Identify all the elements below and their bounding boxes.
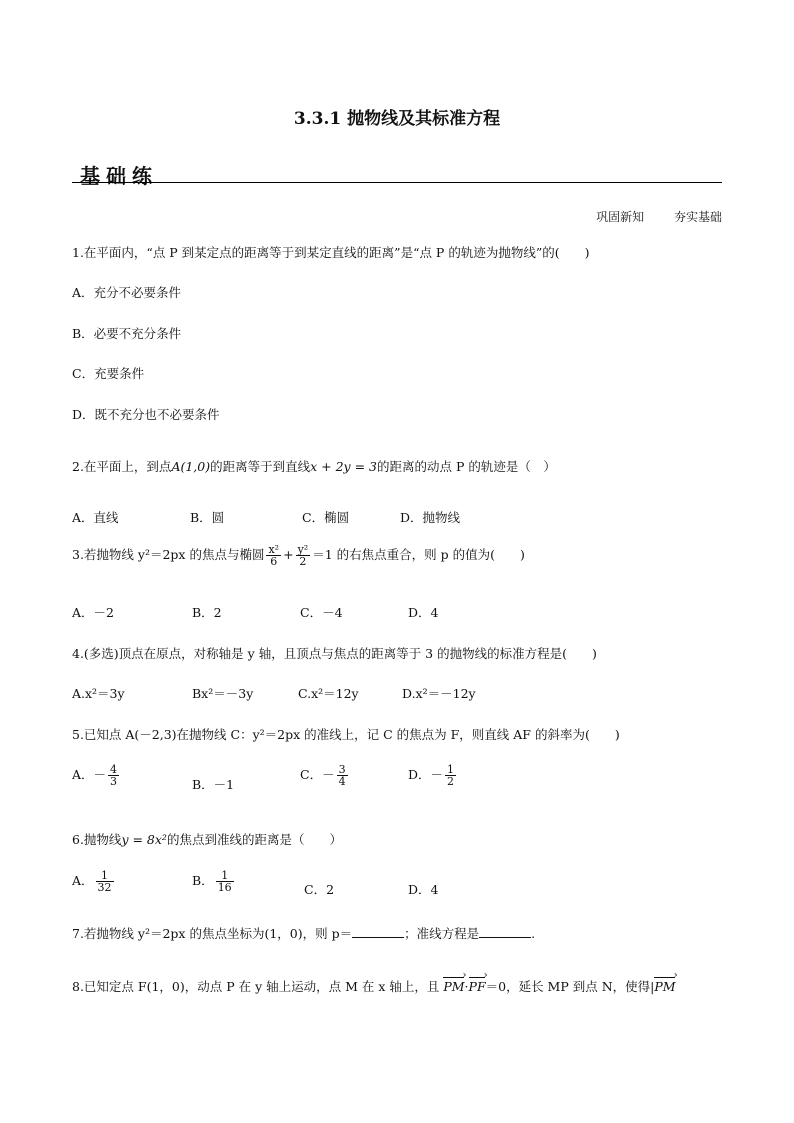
question-3-option-c: C．－4 [300,605,343,620]
vector-pf: PF › [469,979,486,994]
question-7-stem [72,924,535,942]
question-2-text-pre: 2.在平面上，到点 [72,459,172,474]
question-4-option-d: D.x²＝－12y [402,686,476,701]
question-2-line-equation: x + 2y = 3 [310,459,377,474]
question-6-option-c: C．2 [304,882,335,897]
question-7-text-post: . [531,926,536,941]
question-3-text-post: ＝1 的右焦点重合，则 p 的值为( ) [312,547,525,562]
question-5-option-b: B．－1 [192,777,235,792]
question-2-option-c: C．椭圆 [302,510,350,525]
question-1-stem: 1.在平面内，“点 P 到某定点的距离等于到某定直线的距离”是“点 P 的轨迹为抛物线”的( ) [72,245,590,260]
answer-blank-p[interactable] [352,925,404,938]
question-5-option-d: D．－ $\frac{1}{2}$ [408,763,455,788]
question-1-option-b: B．必要不充分条件 [72,326,182,341]
question-6-equation: y = 8x² [121,832,167,847]
question-7-text-pre: 7.若抛物线 y²＝2px 的焦点坐标为(1，0)，则 p＝ [72,926,353,941]
question-6-option-d: D．4 [408,882,439,897]
question-2-text-mid: 的距离等于到直线 [210,459,311,474]
question-4-stem: 4.(多选)顶点在原点，对称轴是 y 轴，且顶点与焦点的距离等于 3 的抛物线的标准方程是( ) [72,646,597,661]
vector-pm: PM › [443,979,464,994]
question-3-fraction-y: $\frac{\text{y²}}{2}$ [297,543,309,568]
question-3-option-a: A．－2 [72,605,114,620]
question-6-option-b: B． $\frac{1}{16}$ [192,869,232,894]
question-3-option-d: D．4 [408,605,439,620]
question-5-stem: 5.已知点 A(－2,3)在抛物线 C：y²＝2px 的准线上，记 C 的焦点为 F，则直线 AF 的斜率为( ) [72,727,620,742]
question-1-option-d: D．既不充分也不必要条件 [72,407,220,422]
question-6-stem [72,830,342,848]
tag-foundation: 夯实基础 [673,210,722,224]
page-title: 3.3.1 抛物线及其标准方程 [293,109,501,129]
question-6-text-post: 的焦点到准线的距离是（ ） [166,832,342,847]
answer-blank-directrix[interactable] [479,925,531,938]
section-tags [570,208,722,225]
question-2-point: A(1,0) [171,459,211,474]
question-3-stem [72,544,525,567]
question-5-option-a: A．－ $\frac{4}{3}$ [72,763,118,788]
question-5-option-c-fraction: $\frac{3}{4}$ [338,763,346,788]
question-8-stem [72,977,676,995]
question-6-option-b-fraction: $\frac{1}{16}$ [217,869,232,894]
question-6-option-a: A． $\frac{1}{32}$ [72,869,112,894]
question-5-option-a-fraction: $\frac{4}{3}$ [110,763,118,788]
question-1-option-a: A．充分不必要条件 [72,285,182,300]
question-1-option-c: C．充要条件 [72,366,145,381]
question-5-option-c: C．－ $\frac{3}{4}$ [300,763,346,788]
question-4-option-b: Bx²＝－3y [192,686,254,701]
question-2-option-a: A．直线 [72,510,119,525]
question-4-option-c: C.x²＝12y [298,686,359,701]
section-heading: 基础练 [80,164,158,188]
question-8-text-mid: ＝0，延长 MP 到点 N，使得| [485,979,655,994]
question-3-fraction-x: $\frac{\text{x²}}{6}$ [268,543,280,568]
question-6-option-a-fraction: $\frac{1}{32}$ [97,869,112,894]
question-7-text-mid: ；准线方程是 [404,926,480,941]
vector-pm-2: PM › [654,979,675,994]
question-4-option-a: A.x²＝3y [72,686,125,701]
question-2-text-post: 的距离的动点 P 的轨迹是（ ） [376,459,556,474]
question-2-option-d: D．抛物线 [400,510,461,525]
question-2-option-b: B．圆 [190,510,225,525]
question-3-text-pre: 3.若抛物线 y²＝2px 的焦点与椭圆 [72,547,265,562]
question-3-option-b: B．2 [192,605,222,620]
question-3-plus: + [283,547,294,562]
question-8-dot: · [464,979,469,994]
section-divider [72,182,722,183]
question-5-option-d-fraction: $\frac{1}{2}$ [447,763,455,788]
question-6-text-pre: 6.抛物线 [72,832,122,847]
question-8-text-pre: 8.已知定点 F(1，0)，动点 P 在 y 轴上运动，点 M 在 x 轴上，且 [72,979,440,994]
tag-consolidate: 巩固新知 [596,210,645,224]
question-2-stem [72,457,556,475]
